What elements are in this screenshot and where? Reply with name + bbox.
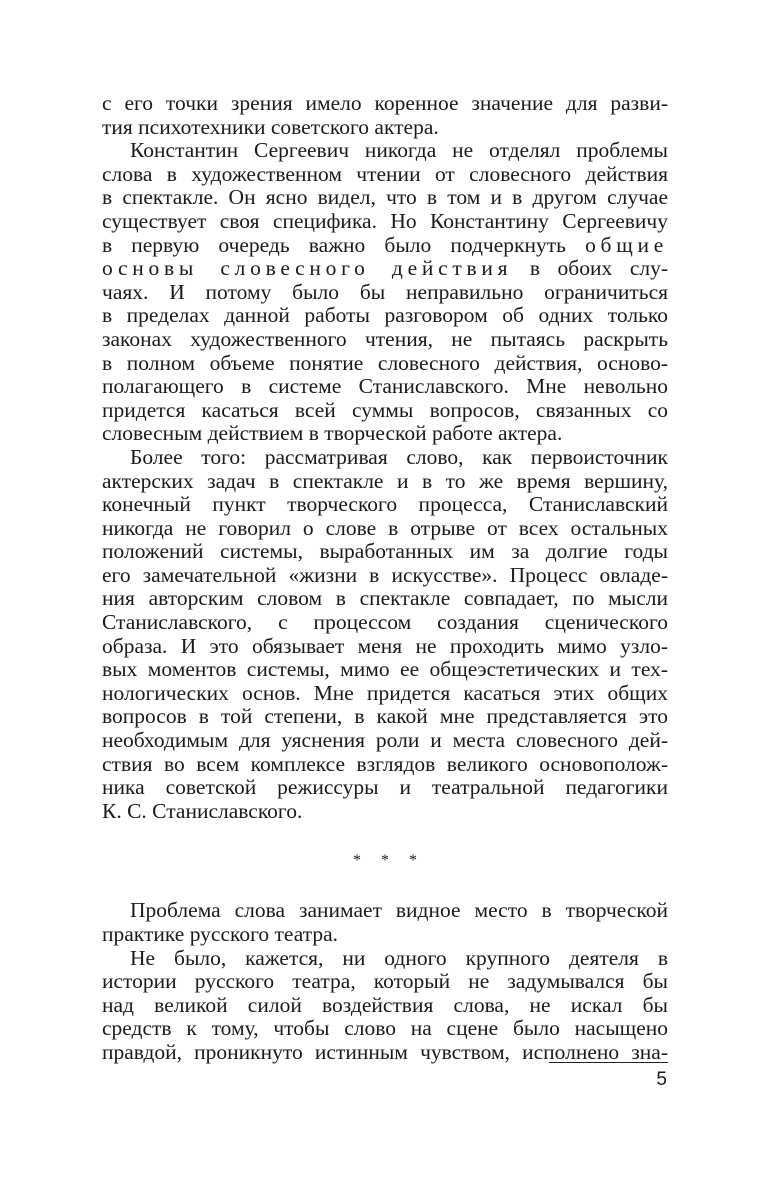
text-line: практике русского театра. — [102, 922, 339, 946]
text-line: чаях. И потому было бы неправильно ограничиться — [102, 279, 668, 304]
text-line: конечный пункт творческого процесса, Станиславский — [102, 492, 668, 517]
text-segment: в обоих слу- — [529, 256, 669, 281]
paragraph-3 — [102, 446, 668, 824]
section-separator: * * * — [353, 852, 425, 870]
paragraph-5 — [102, 947, 668, 1065]
text-line: Более того: рассматривая слово, как первоисточник — [130, 444, 668, 469]
text-line: ния авторским словом в спектакле совпадает, по мысли — [102, 586, 668, 611]
text-line: его замечательной «жизни в искусстве». Процесс овладе- — [102, 562, 668, 587]
text-line: правдой, проникнуто истинным чувством, исполнено зна- — [102, 1039, 668, 1064]
paragraph-1 — [102, 92, 668, 139]
text-line: никогда не говорил о слове в отрыве от всех остальных — [102, 515, 668, 540]
text-line: с его точки зрения имело коренное значение для разви- — [102, 91, 668, 115]
text-line: в спектакле. Он ясно видел, что в том и в другом случае — [102, 185, 668, 210]
text-line: Константин Сергеевич никогда не отделял проблемы — [130, 138, 668, 163]
text-line: Не было, кажется, ни одного крупного деятеля в — [130, 945, 668, 970]
paragraph-4 — [102, 899, 668, 946]
text-line: необходимым для уяснения роли и места словесного дей- — [102, 728, 668, 753]
emphasized-text: основы словесного действия — [102, 256, 513, 281]
text-line: законах художественного чтения, не пытаясь раскрыть — [102, 326, 668, 351]
text-line: К. С. Станиславского. — [102, 798, 303, 823]
text-line: придется касаться всей суммы вопросов, связанных со — [102, 397, 668, 422]
text-line: словесным действием в творческой работе актера. — [102, 421, 563, 446]
emphasized-text: общие — [585, 232, 669, 257]
text-line: образа. И это обязывает меня не проходить мимо узло- — [102, 633, 668, 658]
text-line: вых моментов системы, мимо ее общеэстетических и тех- — [102, 657, 668, 682]
text-line: истории русского театра, который не задумывался бы — [102, 969, 668, 994]
text-line: в полном объеме понятие словесного действия, осново- — [102, 350, 668, 375]
text-line-with-emphasis — [102, 257, 668, 281]
text-line: вопросов в той степени, в какой мне представляется это — [102, 704, 668, 729]
text-line: существует своя специфика. Но Константину Сергеевичу — [102, 208, 668, 233]
text-line: актерских задач в спектакле и в то же время вершину, — [102, 468, 668, 493]
text-line: Проблема слова занимает видное место в творческой — [130, 898, 668, 923]
text-line: Станиславского, с процессом создания сценического — [102, 610, 668, 635]
text-line: средств к тому, чтобы слово на сцене было насыщено — [102, 1016, 668, 1041]
page-body — [102, 92, 668, 1065]
page-number: 5 — [656, 1069, 667, 1090]
paragraph-2 — [102, 139, 668, 446]
text-line: полагающего в системе Станиславского. Мне невольно — [102, 374, 668, 399]
text-line-with-emphasis — [102, 234, 668, 258]
text-line: нологических основ. Мне придется касаться этих общих — [102, 680, 668, 705]
text-line: тия психотехники советского актера. — [102, 114, 439, 139]
text-line: слова в художественном чтении от словесного действия — [102, 161, 668, 186]
text-line: ствия во всем комплексе взглядов великого основополож- — [102, 751, 668, 776]
footer-rule — [549, 1062, 668, 1063]
text-line: ника советской режиссуры и театральной педагогики — [102, 775, 668, 800]
text-line: в пределах данной работы разговором об одних только — [102, 303, 668, 328]
text-line: над великой силой воздействия слова, не искал бы — [102, 992, 668, 1017]
text-line: положений системы, выработанных им за долгие годы — [102, 539, 668, 564]
text-segment: в первую очередь важно было подчеркнуть — [102, 232, 566, 257]
